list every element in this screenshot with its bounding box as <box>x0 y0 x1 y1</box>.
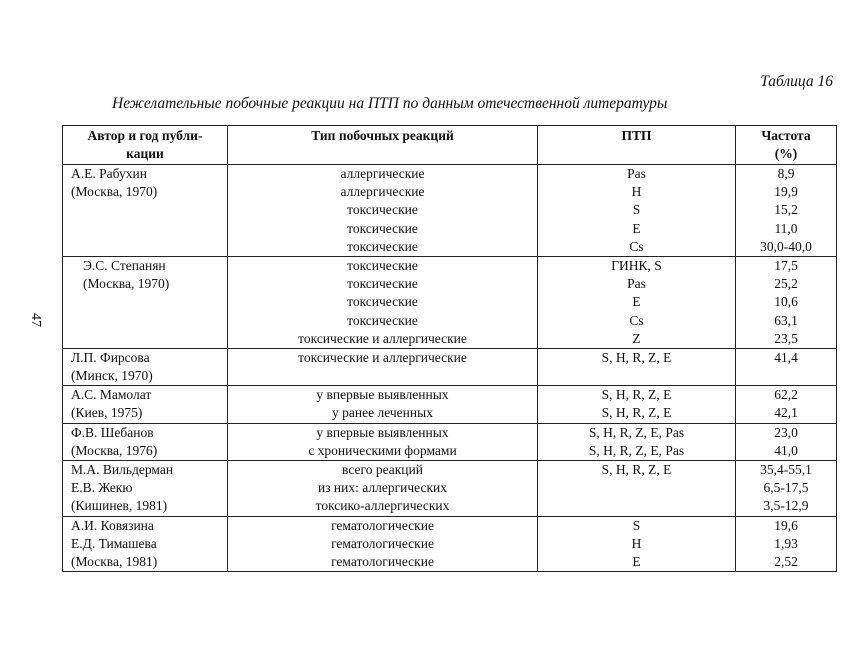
reaction-type-cell-line: токсико-аллергических <box>315 498 450 514</box>
author-cell-line: (Кишинев, 1981) <box>71 498 168 514</box>
drug-cell-line: ГИНК, S <box>611 257 662 273</box>
author-cell-line: (Минск, 1970) <box>71 368 153 384</box>
frequency-cell-line: 19,6 <box>774 517 798 533</box>
reaction-type-cell-line: токсические и аллергические <box>298 349 467 365</box>
frequency-cell-line: 17,5 <box>774 257 798 273</box>
author-cell <box>63 461 228 517</box>
reaction-type-cell-line: аллергические <box>340 184 425 200</box>
table-title: Нежелательные побочные реакции на ПТП по данным отечественной литературы <box>112 95 668 112</box>
author-cell-line: Л.П. Фирсова <box>71 349 150 365</box>
table-row <box>63 348 837 385</box>
drug-cell-line: S, H, R, Z, E, Pas <box>588 442 685 458</box>
reaction-type-cell-line: аллергические <box>340 166 425 181</box>
author-cell-line: А.С. Мамолат <box>71 387 152 403</box>
reaction-type-cell-line: у впервые выявленных <box>316 387 449 403</box>
frequency-cell <box>736 423 837 460</box>
header-frequency <box>736 126 837 165</box>
reaction-type-cell-line: всего реакций <box>342 462 423 477</box>
frequency-cell-line: 25,2 <box>774 276 798 292</box>
author-cell <box>63 423 228 460</box>
author-cell <box>63 348 228 385</box>
drug-cell-line: Cs <box>629 312 644 328</box>
drug-cell-line: Pas <box>627 276 646 292</box>
table-row <box>63 423 837 460</box>
drug-cell-line: S <box>632 202 641 218</box>
reaction-type-cell-line: гематологические <box>331 535 434 551</box>
reaction-type-cell-line: из них: аллергических <box>318 480 447 496</box>
drug-cell-line: E <box>632 553 641 569</box>
drug-cell-line: S, H, R, Z, E <box>601 387 672 403</box>
author-cell <box>63 386 228 423</box>
frequency-cell-line: 41,4 <box>774 349 798 365</box>
drug-cell-line: H <box>631 535 642 551</box>
drug-cell <box>538 516 736 572</box>
frequency-cell-line: 10,6 <box>774 294 798 310</box>
frequency-cell-line: 1,93 <box>774 535 798 551</box>
frequency-cell-line: 6,5-17,5 <box>763 480 809 496</box>
reaction-type-cell-line: токсические <box>347 220 418 236</box>
drug-cell-line: S, H, R, Z, E, Pas <box>588 424 685 440</box>
author-cell-line: Е.Д. Тимашева <box>71 535 157 551</box>
frequency-cell-line: 3,5-12,9 <box>763 498 809 514</box>
drug-cell-line: S, H, R, Z, E <box>601 349 672 365</box>
reaction-type-cell-line: токсические <box>347 276 418 292</box>
frequency-cell-line: 62,2 <box>774 387 798 403</box>
table-row <box>63 165 837 257</box>
frequency-cell-line: 41,0 <box>774 442 798 458</box>
frequency-cell-line: 8,9 <box>777 166 795 181</box>
reaction-type-cell <box>228 386 538 423</box>
drug-cell-line: H <box>631 184 642 200</box>
frequency-cell <box>736 256 837 348</box>
table-row <box>63 461 837 517</box>
drug-cell <box>538 461 736 517</box>
author-cell-line: М.А. Вильдерман <box>71 462 174 477</box>
frequency-cell-line: 23,5 <box>774 330 798 346</box>
frequency-cell-line: 2,52 <box>774 553 798 569</box>
author-cell-line: А.Е. Рабухин <box>71 166 147 181</box>
reaction-type-cell-line: у ранее леченных <box>332 405 433 421</box>
reaction-type-cell-line: токсические <box>347 257 418 273</box>
reaction-type-cell-line: токсические <box>347 238 418 254</box>
reaction-type-cell-line: гематологические <box>331 553 434 569</box>
header-frequency-line: (%) <box>774 146 798 161</box>
reaction-type-cell-line: у впервые выявленных <box>316 424 449 440</box>
reaction-type-cell-line: с хроническими формами <box>308 442 457 458</box>
author-cell-line: А.И. Ковязина <box>71 517 154 533</box>
frequency-cell-line: 42,1 <box>774 405 798 421</box>
author-cell-line: (Москва, 1970) <box>71 184 158 200</box>
header-reaction-type <box>228 126 538 165</box>
drug-cell-line: S, H, R, Z, E <box>601 405 672 421</box>
drug-cell-line: E <box>632 294 641 310</box>
header-author <box>63 126 228 165</box>
frequency-cell-line: 19,9 <box>774 184 798 200</box>
reaction-type-cell <box>228 348 538 385</box>
drug-cell <box>538 256 736 348</box>
author-cell <box>63 516 228 572</box>
author-cell <box>63 256 228 348</box>
page-number: 47 <box>28 313 43 327</box>
table-row <box>63 516 837 572</box>
reaction-type-cell <box>228 516 538 572</box>
frequency-cell-line: 23,0 <box>774 424 798 440</box>
header-author-line: кации <box>126 146 164 161</box>
frequency-cell-line: 11,0 <box>774 220 798 236</box>
reaction-type-cell <box>228 165 538 257</box>
author-cell-line: (Москва, 1976) <box>71 442 158 458</box>
frequency-cell <box>736 165 837 257</box>
drug-cell <box>538 423 736 460</box>
author-cell-line: (Москва, 1981) <box>71 553 158 569</box>
header-author-line: Автор и год публи- <box>87 128 203 143</box>
drug-cell-line: Cs <box>629 238 644 254</box>
adverse-reactions-table <box>62 125 837 572</box>
author-cell-line: (Киев, 1975) <box>71 405 143 421</box>
table-label: Таблица 16 <box>760 73 833 90</box>
author-cell-line: Е.В. Жекю <box>71 480 133 496</box>
frequency-cell-line: 30,0-40,0 <box>760 238 812 254</box>
reaction-type-cell-line: гематологические <box>331 517 434 533</box>
frequency-cell-line: 15,2 <box>774 202 798 218</box>
header-drug <box>538 126 736 165</box>
table-row <box>63 256 837 348</box>
drug-cell <box>538 386 736 423</box>
header-drug-line: ПТП <box>621 128 652 143</box>
frequency-cell <box>736 461 837 517</box>
author-cell <box>63 165 228 257</box>
author-cell-line: Э.С. Степанян <box>83 257 166 273</box>
drug-cell-line: E <box>632 220 641 236</box>
frequency-cell-line: 35,4-55,1 <box>760 462 812 477</box>
table-row <box>63 386 837 423</box>
header-frequency-line: Частота <box>761 128 811 143</box>
reaction-type-cell-line: токсические <box>347 312 418 328</box>
reaction-type-cell <box>228 423 538 460</box>
frequency-cell <box>736 348 837 385</box>
drug-cell-line: S, H, R, Z, E <box>601 462 672 477</box>
header-reaction-type-line: Тип побочных реакций <box>311 128 454 143</box>
reaction-type-cell <box>228 256 538 348</box>
drug-cell-line: Z <box>632 330 641 346</box>
author-cell-line: Ф.В. Шебанов <box>71 424 154 440</box>
frequency-cell <box>736 386 837 423</box>
frequency-cell-line: 63,1 <box>774 312 798 328</box>
reaction-type-cell-line: токсические <box>347 294 418 310</box>
frequency-cell <box>736 516 837 572</box>
reaction-type-cell-line: токсические <box>347 202 418 218</box>
table-header-row <box>63 126 837 165</box>
reaction-type-cell <box>228 461 538 517</box>
author-cell-line: (Москва, 1970) <box>83 276 170 292</box>
drug-cell-line: S <box>632 517 641 533</box>
drug-cell <box>538 165 736 257</box>
drug-cell-line: Pas <box>627 166 646 181</box>
reaction-type-cell-line: токсические и аллергические <box>298 330 467 346</box>
drug-cell <box>538 348 736 385</box>
